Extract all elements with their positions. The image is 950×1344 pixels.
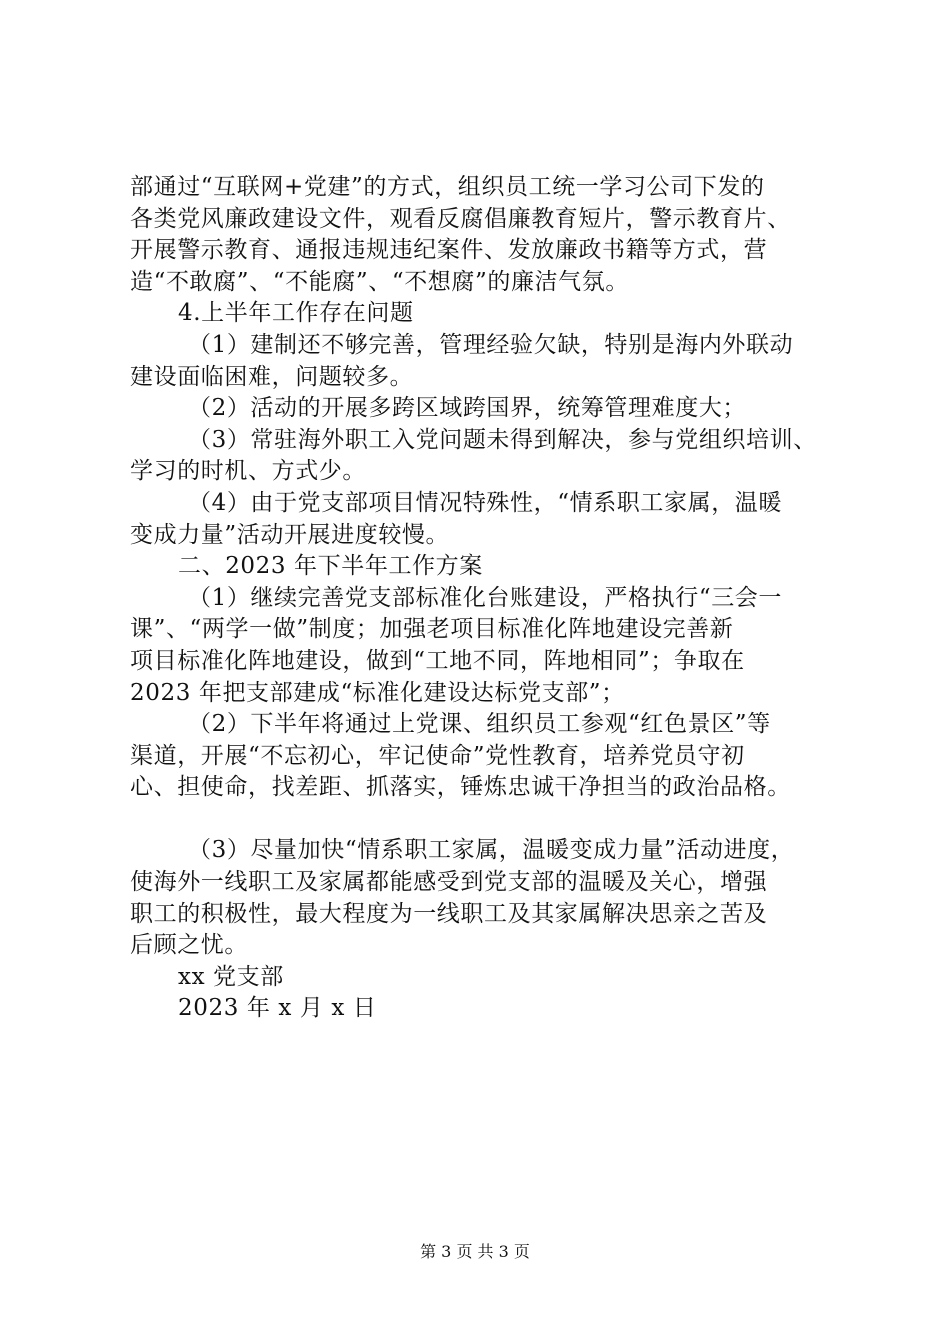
paragraph-line: （3）常驻海外职工入党问题未得到解决，参与党组织培训、 <box>188 426 817 453</box>
paragraph-line: 项目标准化阵地建设，做到“工地不同，阵地相同”；争取在 <box>130 647 745 674</box>
paragraph-line: 学习的时机、方式少。 <box>130 458 366 485</box>
signature-date: 2023 年 x 月 x 日 <box>178 995 377 1022</box>
paragraph-line: 使海外一线职工及家属都能感受到党支部的温暖及关心，增强 <box>130 869 768 896</box>
paragraph-line: 开展警示教育、通报违规违纪案件、发放廉政书籍等方式，营 <box>130 237 768 264</box>
paragraph-line: 建设面临困难，问题较多。 <box>130 363 414 390</box>
paragraph-line: 心、担使命，找差距、抓落实，锤炼忠诚干净担当的政治品格。 <box>130 774 791 801</box>
paragraph-line: （1）继续完善党支部标准化台账建设，严格执行“三会一 <box>188 584 782 611</box>
paragraph-line: 渠道，开展“不忘初心，牢记使命”党性教育，培养党员守初 <box>130 742 745 769</box>
paragraph-line: 2023 年把支部建成“标准化建设达标党支部”； <box>130 679 625 706</box>
paragraph-line: （2）活动的开展多跨区域跨国界，统筹管理难度大； <box>188 395 747 422</box>
signature-organization: xx 党支部 <box>178 963 284 990</box>
paragraph-line: 各类党风廉政建设文件，观看反腐倡廉教育短片，警示教育片、 <box>130 205 791 232</box>
document-body <box>130 172 830 1025</box>
paragraph-line: 课”、“两学一做”制度；加强老项目标准化阵地建设完善新 <box>130 616 734 643</box>
paragraph-line: 部通过“互联网+党建”的方式，组织员工统一学习公司下发的 <box>130 174 765 200</box>
section-heading: 二、2023 年下半年工作方案 <box>178 553 483 580</box>
paragraph-line: 后顾之忧。 <box>130 932 248 959</box>
paragraph-line: 变成力量”活动开展进度较慢。 <box>130 521 450 548</box>
section-heading: 4.上半年工作存在问题 <box>178 300 414 327</box>
page-footer: 第 3 页 共 3 页 <box>420 1242 530 1261</box>
blank-line <box>130 804 830 836</box>
paragraph-line: （4）由于党支部项目情况特殊性，“情系职工家属，温暖 <box>188 489 782 516</box>
paragraph-line: （1）建制还不够完善，管理经验欠缺，特别是海内外联动 <box>188 331 794 358</box>
paragraph-line: （3）尽量加快“情系职工家属，温暖变成力量”活动进度， <box>188 837 795 864</box>
paragraph-line: （2）下半年将通过上党课、组织员工参观“红色景区”等 <box>188 711 771 738</box>
paragraph-line: 职工的积极性，最大程度为一线职工及其家属解决思亲之苦及 <box>130 900 768 927</box>
paragraph-line: 造“不敢腐”、“不能腐”、“不想腐”的廉洁气氛。 <box>130 268 629 295</box>
